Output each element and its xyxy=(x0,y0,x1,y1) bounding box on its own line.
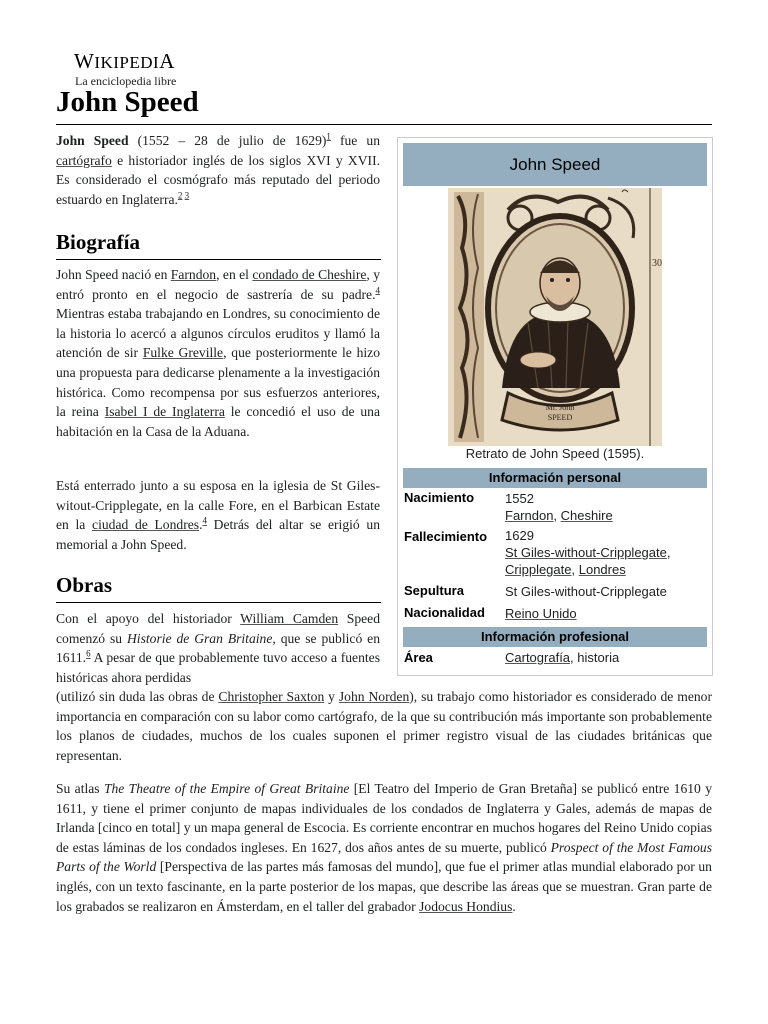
obras-text: y xyxy=(324,689,339,704)
obras-paragraph-2 xyxy=(56,779,712,916)
section-divider xyxy=(56,602,381,603)
bio-text: . xyxy=(199,517,203,533)
infobox-label-fallecimiento: Fallecimiento xyxy=(404,529,488,544)
link-isabel-i[interactable]: Isabel I de Inglaterra xyxy=(104,404,225,420)
infobox xyxy=(397,137,713,676)
obras-text: . xyxy=(512,898,516,914)
link-condado-cheshire[interactable]: condado de Cheshire xyxy=(252,267,367,282)
bio-text: John Speed nació en xyxy=(56,267,171,282)
infobox-label-sepultura: Sepultura xyxy=(404,583,464,598)
infobox-label-nacimiento: Nacimiento xyxy=(404,490,475,505)
bio-text: , y entró pronto en el negocio de sastrería de su padre. xyxy=(56,267,380,302)
portrait-engraving xyxy=(448,188,662,446)
infobox-value-fallecimiento xyxy=(505,527,710,578)
area-text: historia xyxy=(577,650,620,665)
title-divider xyxy=(56,124,712,125)
link-cripplegate[interactable]: Cripplegate xyxy=(505,562,572,577)
bio-text: , que posteriormente le hizo una propuesta para dedicarse plenamente a la investigación histórica. Como recompensa por sus esfuerzos anteriores, la reina xyxy=(56,345,381,420)
infobox-title: John Speed xyxy=(403,143,707,186)
intro-paragraph xyxy=(56,131,380,209)
link-farndon[interactable]: Farndon xyxy=(505,508,554,523)
birth-place: Farndon, Cheshire xyxy=(505,508,613,523)
bio-text: Mientras estaba trabajando en Londres, su conocimiento de la historia lo acercó a algunos círculos eruditos y llamó la atención de sir xyxy=(56,306,380,361)
intro-name: John Speed xyxy=(56,133,129,148)
ref-link[interactable]: 4 xyxy=(375,285,380,296)
bio-text: Está enterrado junto a su esposa en la iglesia de St Giles-witout-Cripplegate, en la calle Fore, en el Barbican Estate en la xyxy=(56,478,380,533)
ref-link[interactable]: 6 xyxy=(86,648,91,659)
link-john-norden[interactable]: John Norden xyxy=(338,689,410,704)
link-ciudad-londres[interactable]: ciudad de Londres xyxy=(92,517,200,533)
link-cheshire[interactable]: Cheshire xyxy=(560,508,613,523)
obras-text: Su atlas xyxy=(56,781,104,796)
infobox-label-area: Área xyxy=(404,650,433,665)
intro-text: fue un xyxy=(330,133,380,148)
portrait-inscription-line2: SPEED xyxy=(547,413,573,422)
wikipedia-tagline: La enciclopedia libre xyxy=(75,74,177,88)
infobox-value-nacimiento xyxy=(505,490,710,524)
ref-link[interactable]: 1 xyxy=(326,131,331,142)
section-divider xyxy=(56,259,381,260)
infobox-value-sepultura: St Giles-without-Cripplegate xyxy=(505,584,667,599)
infobox-section-profesional: Información profesional xyxy=(403,627,707,647)
section-heading-biografia: Biografía xyxy=(56,230,140,254)
death-place: St Giles-without-Cripplegate, xyxy=(505,545,671,560)
bio-paragraph-2 xyxy=(56,476,380,554)
intro-text: e historiador inglés de los siglos XVI y XVII. Es considerado el cosmógrafo más reputado del periodo estuardo en Inglaterra. xyxy=(56,152,380,207)
obras-text: ), su trabajo como historiador es considerado de menor importancia en comparación con su labor como cartógrafo, de la que su contribución más importante son probablemente los planos de ciudades, muchos de los cuales suponen el primer registro visual de las ciudades británicas que representan. xyxy=(56,689,712,763)
bio-paragraph-1 xyxy=(56,265,380,441)
ref-link[interactable]: 3 xyxy=(184,190,190,201)
obras-text: [Perspectiva de las partes más famosas del mundo], que fue el primer atlas mundial elaborado por un inglés, con un texto fascinante, en la parte posterior de los mapas, que describe las áreas que se muestran. Gran parte de los grabados se realizaron en Ámsterdam, en el taller del grabador xyxy=(56,859,712,914)
link-william-camden[interactable]: William Camden xyxy=(240,611,339,626)
article-title: John Speed xyxy=(56,86,199,118)
obras-paragraph-1-wide xyxy=(56,687,712,765)
ref-link[interactable]: 2 xyxy=(177,190,183,201)
portrait-image[interactable] xyxy=(448,188,662,446)
obras-paragraph-1-narrow xyxy=(56,609,380,687)
obras-text: Con el apoyo del historiador xyxy=(56,611,241,626)
death-year: 1629 xyxy=(505,528,534,543)
obras-text: A pesar de que probablemente tuvo acceso a fuentes históricas ahora perdidas xyxy=(56,650,380,685)
obras-text: [El Teatro del Imperio de Gran Bretaña] se publicó entre 1610 y 1611, y tiene el primer conjunto de mapas individuales de los condados de Inglaterra y Gales, además de mapas de Irlanda [cinco en total] y un mapa general de Escocia. Es corriente encontrar en muchos hogares del Reino Unido copias de estas láminas de los condados ingleses. En 1627, dos años antes de su muerte, publicó xyxy=(56,781,712,855)
bio-text: Detrás del altar se erigió un memorial a John Speed. xyxy=(56,517,380,552)
portrait-caption: Retrato de John Speed (1595). xyxy=(465,446,645,461)
work-title: Historie de Gran Britaine xyxy=(126,630,273,646)
link-cartografia[interactable]: Cartografía xyxy=(505,650,571,665)
infobox-value-area: Cartografía, historia xyxy=(505,650,620,665)
section-heading-obras: Obras xyxy=(56,573,113,597)
bio-text: le concedió el uso de una habitación en la Casa de la Aduana. xyxy=(56,404,381,439)
link-cartografo[interactable]: cartógrafo xyxy=(56,152,112,168)
death-place: Cripplegate, Londres xyxy=(505,562,626,577)
birth-year: 1552 xyxy=(505,491,534,506)
link-reino-unido[interactable]: Reino Unido xyxy=(505,606,577,621)
obras-text: , que se publicó en 1611. xyxy=(56,630,380,666)
obras-text: Speed comenzó su xyxy=(56,611,380,646)
link-fulke-greville[interactable]: Fulke Greville xyxy=(142,345,224,361)
obras-text: (utilizó sin duda las obras de xyxy=(56,689,219,704)
work-title: Prospect of the Most Famous Parts of the World xyxy=(56,839,712,875)
infobox-section-personal: Información personal xyxy=(403,468,707,488)
wikipedia-wordmark: WIKIPEDIA xyxy=(74,49,175,73)
link-christopher-saxton[interactable]: Christopher Saxton xyxy=(218,689,325,704)
infobox-value-nacionalidad xyxy=(505,605,710,622)
intro-text: (1552 – 28 de julio de 1629) xyxy=(128,133,327,148)
ref-link[interactable]: 4 xyxy=(202,515,207,526)
work-title: The Theatre of the Empire of Great Britaine xyxy=(103,781,350,796)
link-st-giles[interactable]: St Giles-without-Cripplegate xyxy=(505,545,667,560)
link-londres[interactable]: Londres xyxy=(578,562,626,577)
portrait-inscription-line1: Mr. John xyxy=(545,403,575,412)
link-jodocus-hondius[interactable]: Jodocus Hondius xyxy=(419,898,513,914)
bio-text: , en el xyxy=(216,267,253,282)
link-farndon[interactable]: Farndon xyxy=(170,267,217,282)
portrait-margin-number: 30 xyxy=(652,258,662,269)
infobox-label-nacionalidad: Nacionalidad xyxy=(404,605,485,620)
